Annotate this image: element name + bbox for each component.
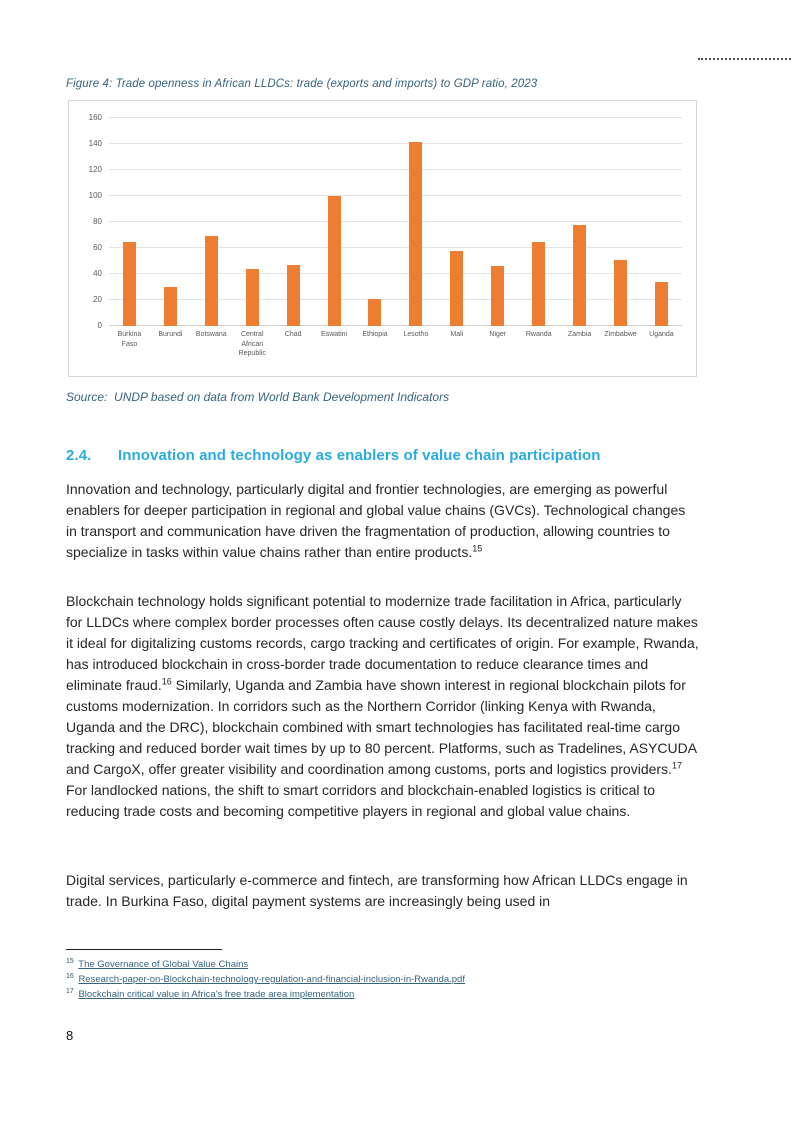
- figure-caption: Figure 4: Trade openness in African LLDCs: trade (exports and imports) to GDP ratio, 2023: [66, 78, 538, 90]
- trade-openness-bar-chart: [68, 100, 697, 377]
- footnotes: [66, 957, 706, 1002]
- bar-rwanda: [532, 242, 545, 327]
- chart-column: [436, 118, 477, 326]
- bar-burundi: [164, 287, 177, 326]
- chart-column: [150, 118, 191, 326]
- y-axis-tick-label: 60: [93, 243, 102, 252]
- page-number: 8: [66, 1028, 74, 1043]
- paragraph-blockchain: [66, 591, 700, 822]
- paragraph-text: Digital services, particularly e-commerce and fintech, are transforming how African LLDCs engage in trade. In Burkina Faso, digital payment systems are increasingly being used in: [66, 872, 688, 909]
- y-axis-tick-label: 0: [97, 321, 102, 330]
- chart-column: [395, 118, 436, 326]
- chart-column: [600, 118, 641, 326]
- chart-column: [109, 118, 150, 326]
- x-axis-tick-label: Chad: [284, 331, 302, 338]
- footnote-ref-15[interactable]: 15: [472, 543, 483, 554]
- y-axis-tick-label: 100: [88, 191, 102, 200]
- footnote-item: [66, 957, 706, 972]
- footnote-number: 15: [66, 957, 74, 965]
- chart-x-axis-labels: [109, 330, 682, 359]
- chart-column: [273, 118, 314, 326]
- y-axis-tick-label: 140: [88, 139, 102, 148]
- paragraph-text: Similarly, Uganda and Zambia have shown interest in regional blockchain pilots for customs modernization. In corridors such as the Northern Corridor (linking Kenya with Rwanda, Uganda and the DRC), blockchain combined with smart technologies has facilitated real-time cargo tracking and reduced border wait times by up to 80 percent. Platforms, such as Tradelines, ASYCUDA and CargoX, offer greater visibility and coordination among customs, ports and logistics providers.: [66, 677, 697, 777]
- footnote-link[interactable]: Blockchain critical value in Africa's free trade area implementation: [78, 989, 355, 1000]
- chart-plot-area: [88, 113, 682, 330]
- chart-columns: [109, 118, 682, 326]
- figure-source: Source: UNDP based on data from World Bank Development Indicators: [66, 390, 450, 404]
- x-axis-tick-label: Mali: [450, 331, 464, 338]
- x-axis-tick-label: Zambia: [567, 331, 592, 338]
- y-axis-tick-label: 80: [93, 217, 102, 226]
- x-axis-tick-label: Rwanda: [525, 331, 552, 338]
- section-number: 2.4.: [66, 447, 92, 464]
- bar-central-african-republic: [246, 269, 259, 326]
- footnote-item: [66, 972, 706, 987]
- y-axis-tick-label: 20: [93, 295, 102, 304]
- y-axis-tick-label: 160: [88, 113, 102, 122]
- bar-zimbabwe: [614, 260, 627, 326]
- x-axis-tick-label: Zimbabwe: [604, 331, 637, 338]
- y-axis-tick-label: 120: [88, 165, 102, 174]
- bar-mali: [450, 251, 463, 326]
- footnote-ref-16[interactable]: 16: [161, 676, 172, 687]
- bar-eswatini: [328, 196, 341, 326]
- footnote-number: 16: [66, 972, 74, 980]
- x-axis-tick-label: Botswana: [195, 331, 227, 338]
- bar-burkina-faso: [123, 242, 136, 327]
- x-axis-tick-label: Uganda: [649, 331, 674, 338]
- bar-ethiopia: [368, 299, 381, 326]
- bar-lesotho: [409, 142, 422, 326]
- chart-column: [518, 118, 559, 326]
- footnote-item: [66, 987, 706, 1002]
- header-dotted-line: [698, 58, 791, 60]
- x-axis-tick-label: Central African Republic: [238, 331, 266, 357]
- paragraph-digital-services: [66, 870, 700, 912]
- x-axis-tick-label: Ethiopia: [362, 331, 388, 338]
- paragraph-text: For landlocked nations, the shift to smart corridors and blockchain-enabled logistics is critical to reducing trade costs and becoming competitive players in regional and global value chains.: [66, 782, 656, 819]
- footnote-number: 17: [66, 987, 74, 995]
- x-axis-tick-label: Burundi: [158, 331, 183, 338]
- chart-column: [191, 118, 232, 326]
- x-axis-tick-label: Eswatini: [321, 331, 348, 338]
- section-heading: [66, 447, 700, 464]
- bar-chad: [287, 265, 300, 326]
- bar-botswana: [205, 236, 218, 326]
- x-axis-tick-label: Lesotho: [403, 331, 429, 338]
- chart-column: [232, 118, 273, 326]
- footnote-ref-17[interactable]: 17: [671, 760, 682, 771]
- x-axis-tick-label: Niger: [489, 331, 507, 338]
- chart-column: [314, 118, 355, 326]
- y-axis-tick-label: 40: [93, 269, 102, 278]
- chart-column: [641, 118, 682, 326]
- chart-column: [559, 118, 600, 326]
- footnote-link[interactable]: Research-paper-on-Blockchain-technology-regulation-and-financial-inclusion-in-Rwanda.pdf: [78, 974, 465, 985]
- chart-column: [355, 118, 396, 326]
- footnote-separator: [66, 949, 222, 950]
- bar-niger: [491, 266, 504, 326]
- footnote-link[interactable]: The Governance of Global Value Chains: [78, 959, 249, 970]
- section-title: Innovation and technology as enablers of value chain participation: [118, 447, 601, 464]
- paragraph-text: Blockchain technology holds significant potential to modernize trade facilitation in Africa, particularly for LLDCs where complex border processes often cause costly delays. Its decentralized nature makes it ideal for digitalizing customs records, cargo tracking and certificates of origin. For example, Rwanda, has introduced blockchain in cross-border trade documentation to reduce clearance times and eliminate fraud.: [66, 593, 699, 693]
- bar-uganda: [655, 282, 668, 326]
- chart-column: [477, 118, 518, 326]
- x-axis-tick-label: Burkina Faso: [117, 331, 142, 348]
- paragraph-text: Innovation and technology, particularly digital and frontier technologies, are emerging as powerful enablers for deeper participation in regional and global value chains (GVCs). Technological changes in transport and communication have driven the fragmentation of production, allowing countries to specialize in tasks within value chains rather than entire products.: [66, 481, 686, 560]
- bar-zambia: [573, 225, 586, 326]
- paragraph-innovation: [66, 479, 700, 563]
